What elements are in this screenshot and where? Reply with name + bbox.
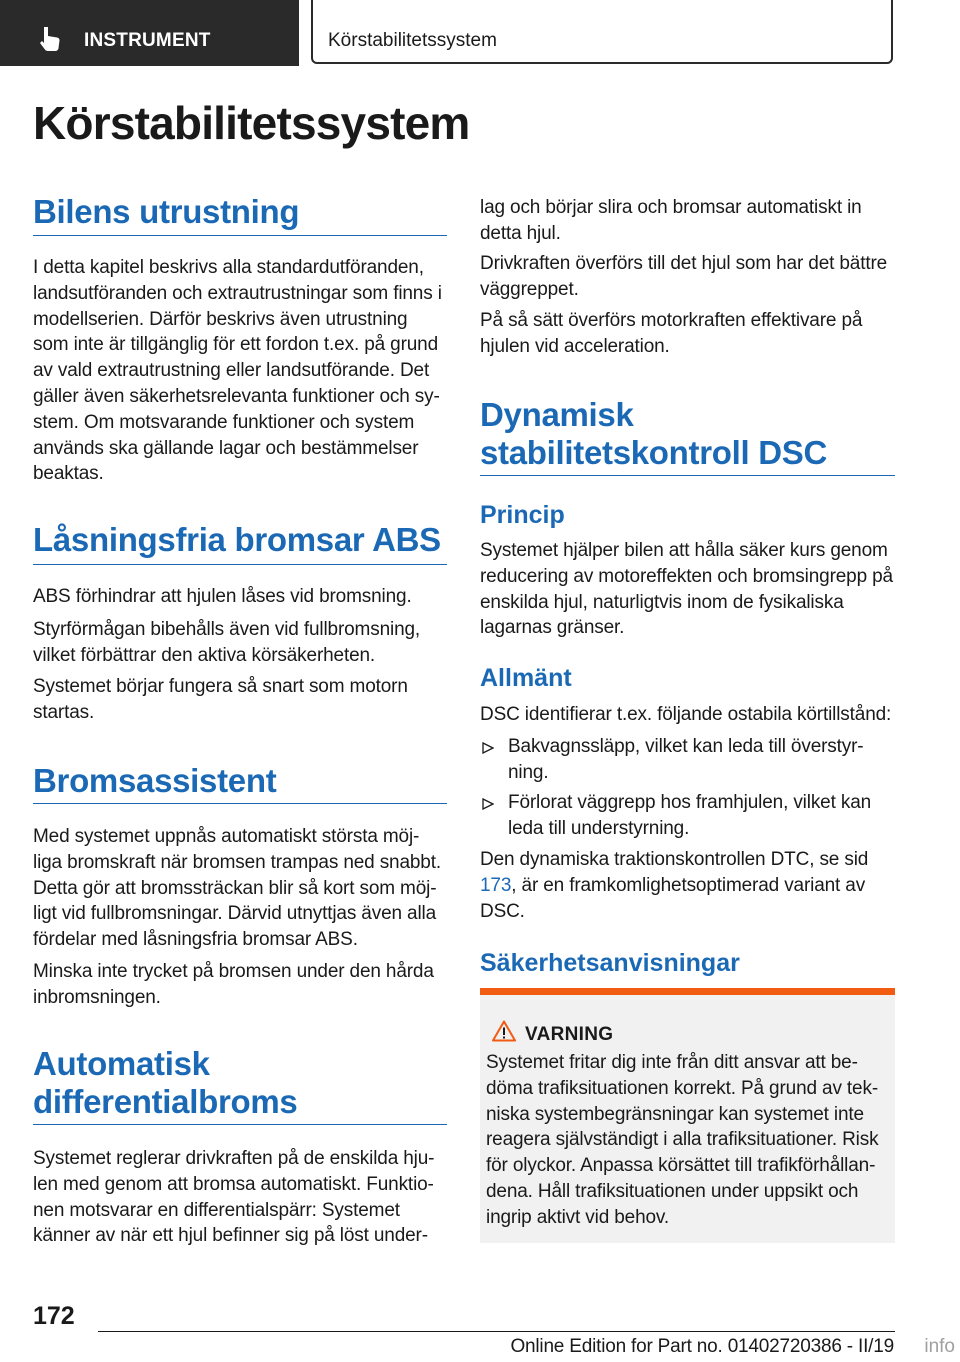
bromsassistent-p2: Minska inte trycket på bromsen under den hårda inbromsningen.: [33, 961, 434, 1008]
abs-p1: ABS förhindrar att hjulen låses vid bromsning.: [33, 586, 412, 607]
differential-text: Systemet reglerar drivkraften på de enskilda hju‐ len med genom att bromsa automatiskt. Funktio‐ nen motsvarar en differentialspärr: Systemet känner av när ett hjul befinner sig på löst under‐: [33, 1148, 435, 1247]
abs-p2: Styrförmågan bibehålls även vid fullbromsning, vilket förbättrar den aktiva körsäkerheten.: [33, 619, 421, 666]
footer-edition: Online Edition for Part no. 01402720386 - II/19: [510, 1336, 894, 1357]
bromsassistent-p1: Med systemet uppnås automatiskt största möj‐ liga bromskraft när bromsen trampas ned snabbt. Detta gör att bromssträckan blir så kort som möj‐ ligt vid fullbromsningar. Därvid utnyttjas även alla fördelar med låsningsfria bromsar ABS.: [33, 826, 441, 951]
chapter-tab-label: INSTRUMENT: [84, 30, 211, 51]
heading-dsc-line1: Dynamisk: [480, 396, 634, 433]
warning-text: Systemet fritar dig inte från ditt ansvar att be‐ döma trafiksituationen korrekt. På grund av tek‐ niska systembegränsningar kan systemet inte reagera självständigt i alla trafiksituationer. Risk för olyckor. Anpassa körsättet till trafikförhållan‐ dena. Håll trafiksituationen under uppsikt och ingrip aktivt vid behov.: [486, 1052, 879, 1228]
footer-watermark: info: [924, 1336, 955, 1357]
triangle-right-icon: [482, 742, 494, 754]
warning-title: VARNING: [525, 1024, 614, 1045]
heading-abs: Låsningsfria bromsar ABS: [33, 521, 441, 558]
page-link[interactable]: 173: [480, 874, 512, 896]
heading-sakerhetsanvisningar: Säkerhetsanvisningar: [480, 949, 740, 977]
warning-box: [480, 988, 895, 1243]
heading-rule: [33, 235, 447, 236]
page-header: [0, 0, 960, 66]
differential-cont-p2: Drivkraften överförs till det hjul som har det bättre väggreppet.: [480, 253, 888, 300]
section-tab[interactable]: [311, 0, 893, 64]
differential-cont-p1: lag och börjar slira och bromsar automatiskt in detta hjul.: [480, 197, 862, 244]
dtc-text: [480, 847, 895, 924]
footer-rule: [98, 1331, 895, 1332]
heading-princip: Princip: [480, 501, 565, 529]
triangle-right-icon: [482, 798, 494, 810]
heading-rule: [33, 803, 447, 804]
dtc-text-after: , är en framkomlighetsoptimerad variant av DSC.: [480, 874, 866, 922]
pointing-hand-icon: [40, 27, 62, 51]
bullet-text: Bakvagnssläpp, vilket kan leda till överstyr‐ ning.: [508, 736, 864, 783]
heading-differential-line2: differentialbroms: [33, 1083, 298, 1120]
page-number: 172: [33, 1302, 75, 1330]
section-tab-label: Körstabilitetssystem: [328, 30, 497, 51]
heading-rule: [33, 1124, 447, 1125]
differential-cont-p3: På så sätt överförs motorkraften effektivare på hjulen vid acceleration.: [480, 310, 863, 357]
heading-dsc-line2: stabilitetskontroll DSC: [480, 434, 827, 471]
bullet-text: Förlorat väggrepp hos framhjulen, vilket kan leda till understyrning.: [508, 792, 872, 839]
bilens-text: I detta kapitel beskrivs alla standardutföranden, landsutföranden och extrautrustningar som finns i modellserien. Därför beskrivs även utrustning som inte är tillgänglig för ett fordon t.ex. på grund av vald extrautrustning eller landsutförande. Det gäller även säkerhetsrelevanta funktioner och sy‐ stem. Om motsvarande funktioner och system används ska gällande lagar och bestämmelser beaktas.: [33, 257, 442, 485]
page-title: Körstabilitetssystem: [33, 97, 470, 149]
abs-p3: Systemet börjar fungera så snart som motorn startas.: [33, 676, 408, 723]
allmant-intro: DSC identifierar t.ex. följande ostabila körtillstånd:: [480, 704, 892, 725]
heading-bromsassistent: Bromsassistent: [33, 762, 277, 799]
heading-rule: [33, 564, 447, 565]
heading-differential-line1: Automatisk: [33, 1045, 210, 1082]
dtc-text-before: Den dynamiska traktionskontrollen DTC, se sid: [480, 849, 869, 870]
heading-allmant: Allmänt: [480, 664, 572, 692]
princip-text: Systemet hjälper bilen att hålla säker kurs genom reducering av motoreffekten och bromsingrepp på enskilda hjul, naturligtvis inom de fysikaliska lagarnas gränser.: [480, 540, 893, 639]
chapter-tab[interactable]: [0, 0, 299, 66]
warning-triangle-icon: [492, 1020, 516, 1042]
heading-rule: [480, 475, 895, 476]
heading-bilens-utrustning: Bilens utrustning: [33, 193, 300, 230]
